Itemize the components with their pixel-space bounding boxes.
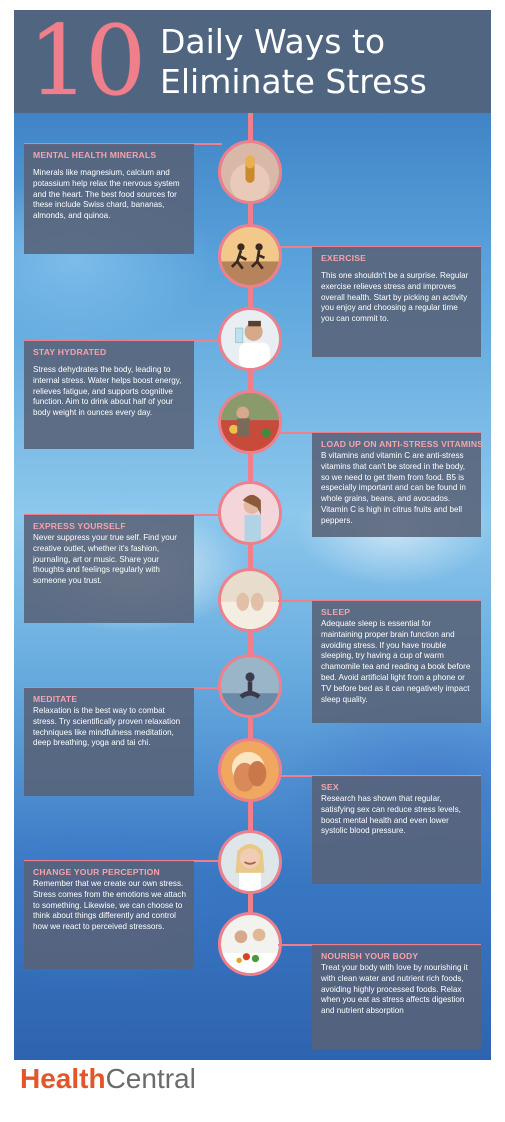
tip-body: Relaxation is the best way to combat stress. Try scientifically proven relaxation techniques like mindfulness meditation, deep breathing, yoga and tai chi. — [33, 706, 181, 748]
tip-body: Treat your body with love by nourishing it with clean water and nutrient rich foods, avoiding highly processed foods. Relax when you eat as stress affects digestion and nutrient absorption — [321, 963, 468, 1016]
healthcentral-logo[interactable] — [20, 1061, 196, 1097]
couple-icon — [218, 738, 282, 802]
market-icon — [218, 390, 282, 454]
tip-body: Research has shown that regular, satisfying sex can reduce stress levels, boost mental health and even lower systolic blood pressure. — [321, 794, 461, 836]
header-banner — [14, 5, 491, 117]
family-meal-icon — [218, 912, 282, 976]
tip-card-meditate — [24, 688, 194, 796]
tip-title: MENTAL HEALTH MINERALS — [33, 150, 157, 160]
tip-body: Stress dehydrates the body, leading to internal stress. Water helps boost energy, relieves fatigue, and supports cognitive function. Aim to drink about half of your body weight in ounces every day. — [33, 365, 182, 418]
tip-card-stay-hydrated — [24, 341, 194, 449]
headline-line-2: Eliminate Stress — [160, 62, 427, 101]
tip-title: SLEEP — [321, 607, 351, 617]
tip-title: EXERCISE — [321, 253, 367, 263]
tip-title: SEX — [321, 782, 339, 792]
tip-body: Remember that we create our own stress. Stress comes from the emotions we attach to something. Likewise, we can choose to think about things differently and control how we react to perceived stressors. — [33, 879, 186, 932]
tip-title: MEDITATE — [33, 694, 78, 704]
tip-card-sleep — [312, 601, 481, 723]
tip-card-express-yourself — [24, 515, 194, 623]
drinking-water-icon — [218, 307, 282, 371]
tip-title: EXPRESS YOURSELF — [33, 521, 126, 531]
tip-body: This one shouldn't be a surprise. Regular exercise relieves stress and improves overall health. Start by picking an activity you enjoy and choosing a regular time you can commit to. — [321, 271, 469, 324]
tip-body: Minerals like magnesium, calcium and potassium help relax the nervous system and the heart. The best food sources for these include Swiss chard, bananas, almonds, and quinoa. — [33, 168, 180, 221]
tip-title: CHANGE YOUR PERCEPTION — [33, 867, 160, 877]
smiling-woman-icon — [218, 830, 282, 894]
logo-part-central: Central — [105, 1063, 196, 1094]
headline-number: 10 — [28, 5, 143, 117]
tip-title: NOURISH YOUR BODY — [321, 951, 419, 961]
logo-part-health: Health — [20, 1063, 106, 1094]
sleeping-feet-icon — [218, 568, 282, 632]
tip-body: B vitamins and vitamin C are anti-stress vitamins that can't be stored in the body, so we need to get them from food. B5 is especially important and can be found in whole grains, beans, and avocados. Vitamin C is high in citrus fruits and bell peppers. — [321, 451, 466, 525]
tip-card-sex — [312, 776, 481, 884]
tip-title: LOAD UP ON ANTI-STRESS VITAMINS — [321, 439, 484, 449]
headline-line-1: Daily Ways to — [160, 22, 386, 61]
runners-icon — [218, 224, 282, 288]
tip-card-mental-health-minerals — [24, 144, 194, 254]
tip-body: Never suppress your true self. Find your creative outlet, whether it's fashion, journaling, art or music. Share your thoughts and feelings regularly with someone you trust. — [33, 533, 177, 586]
tip-title: STAY HYDRATED — [33, 347, 107, 357]
infographic-poster — [14, 5, 491, 1060]
tip-card-anti-stress-vitamins — [312, 433, 484, 537]
capsule-icon — [218, 140, 282, 204]
woman-icon — [218, 481, 282, 545]
tip-body: Adequate sleep is essential for maintaining proper brain function and avoiding stress. If you have trouble sleeping, try having a cup of warm chamomile tea and reading a book before bed. Avoid artificial light from a phone or TV before bed as it can negatively impact sleep quality. — [321, 619, 471, 704]
meditation-icon — [218, 654, 282, 718]
tip-card-change-perception — [24, 861, 194, 969]
tip-card-nourish-body — [312, 945, 481, 1049]
tip-card-exercise — [312, 247, 481, 357]
